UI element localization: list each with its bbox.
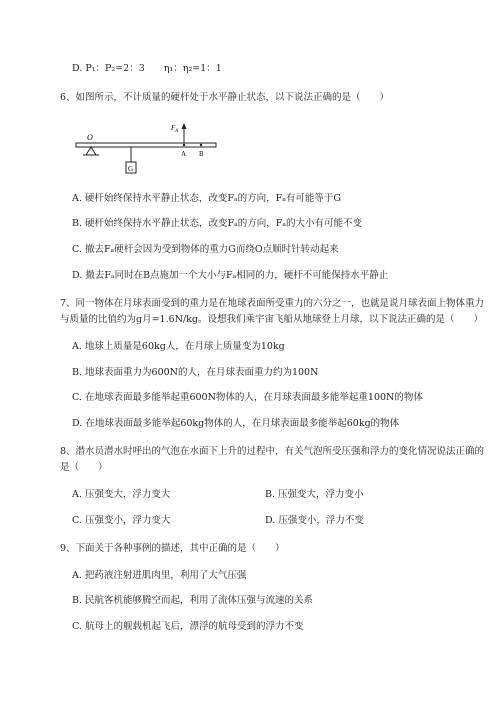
lever-diagram — [70, 118, 220, 180]
q5-option-d[interactable]: D. P₁：P₂=2：3 η₁：η₂=1：1 — [72, 63, 222, 74]
q9-stem: 9、下面关于各种事例的描述，其中正确的是（ ） — [60, 543, 285, 554]
q8-option-c[interactable]: C. 压强变小，浮力变大 — [72, 515, 171, 526]
q8-stem-line2: 是（ ） — [60, 462, 108, 473]
point-a-dot — [183, 144, 185, 146]
q9-option-c[interactable]: C. 航母上的舰载机起飞后，漂浮的航母受到的浮力不变 — [72, 621, 304, 632]
q7-stem-line1: 7、同一物体在月球表面受到的重力是在地球表面所受重力的六分之一，也就是说月球表面上物体重力 — [60, 298, 485, 309]
q6-option-c[interactable]: C. 撤去Fₐ硬杆会因为受到物体的重力G而绕O点顺时针转动起来 — [72, 244, 339, 255]
q8-option-b[interactable]: B. 压强变大，浮力变小 — [265, 489, 364, 500]
q9-option-b[interactable]: B. 民航客机能够腾空而起，利用了流体压强与流速的关系 — [72, 595, 314, 606]
q6-option-d[interactable]: D. 撤去Fₐ同时在B点施加一个大小与Fₐ相同的力，硬杆不可能保持水平静止 — [72, 270, 389, 281]
q7-option-a[interactable]: A. 地球上质量是60kg人，在月球上质量变为10kg — [72, 341, 285, 352]
q8-option-a[interactable]: A. 压强变大，浮力变大 — [72, 489, 171, 500]
pivot-triangle — [86, 147, 96, 155]
pivot-label: O — [87, 133, 93, 142]
q7-stem-line2: 与质量的比值约为g月=1.6N/kg。设想我们乘宇宙飞船从地球登上月球，以下说法正确的是（ ） — [60, 314, 484, 325]
force-arrowhead — [182, 123, 187, 129]
q8-stem-line1: 8、潜水员潜水时呼出的气泡在水面下上升的过程中，有关气泡所受压强和浮力的变化情况说法正确的 — [60, 446, 485, 457]
q7-option-b[interactable]: B. 地球表面重力为600N的人，在月球表面重力约为100N — [72, 367, 319, 378]
point-b-label: B — [199, 150, 204, 158]
weight-label: G — [128, 165, 134, 173]
point-b-dot — [200, 144, 202, 146]
q8-option-d[interactable]: D. 压强变小，浮力不变 — [265, 515, 364, 526]
q6-option-b[interactable]: B. 硬杆始终保持水平静止状态，改变Fₐ的方向，Fₐ的大小有可能不变 — [72, 218, 363, 229]
q6-option-a[interactable]: A. 硬杆始终保持水平静止状态，改变Fₐ的方向，Fₐ有可能等于G — [72, 193, 342, 204]
q7-option-c[interactable]: C. 在地球表面最多能举起重600N物体的人，在月球表面最多能举起重100N的物体 — [72, 392, 423, 403]
point-a-label: A — [181, 150, 187, 158]
q9-option-a[interactable]: A. 把药液注射进肌肉里，利用了大气压强 — [72, 570, 247, 581]
q7-option-d[interactable]: D. 在地球表面最多能举起60kg物体的人，在月球表面最多能举起60kg的物体 — [72, 418, 400, 429]
force-label: $F_A$ — [171, 124, 179, 134]
q6-stem: 6、如图所示，不计质量的硬杆处于水平静止状态，以下说法正确的是（ ） — [60, 92, 390, 103]
lever-bar — [76, 143, 216, 147]
